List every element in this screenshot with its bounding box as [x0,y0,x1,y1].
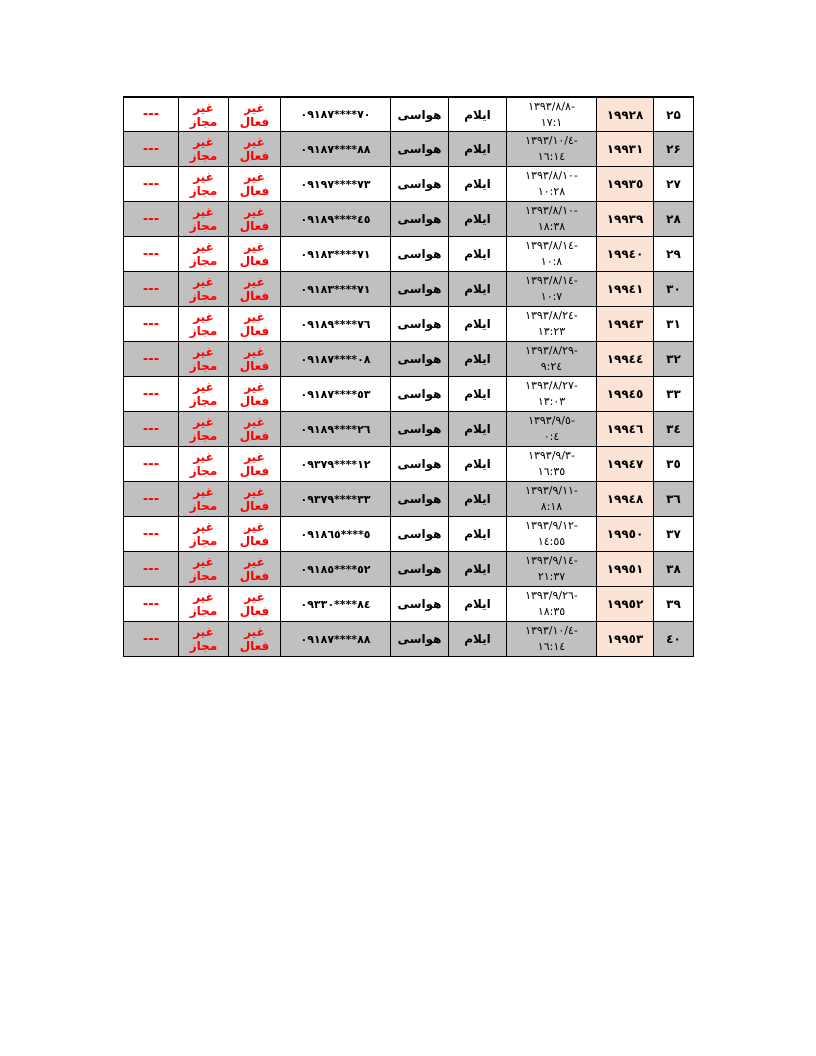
code-cell: ۱۹۹٤۸ [597,482,654,517]
auth-line: مجاز [189,324,218,338]
action-dash-cell: --- [124,97,179,132]
type-cell: هواسی [391,587,449,622]
code-cell: ۱۹۹٥۰ [597,517,654,552]
type-cell: هواسی [391,552,449,587]
code-cell: ۱۹۹٤۷ [597,447,654,482]
city-cell: ایلام [449,587,507,622]
status-cell [229,237,281,272]
date-line: ۱۰:۷ [540,290,563,303]
phone-cell: ۰۹۱۸٥****٥۲ [281,552,391,587]
row-number-cell: ٤۰ [654,622,694,657]
code-cell: ۱۹۹٤۱ [597,272,654,307]
type-cell: هواسی [391,622,449,657]
row-number-cell: ۳۱ [654,307,694,342]
row-number-cell: ۲۹ [654,237,694,272]
date-line: ۹:۲٤ [540,360,563,373]
status-line: غیر [244,485,265,499]
date-line: ۱۳۹۳/۸/۲۷- [525,379,578,392]
auth-line: غیر [193,310,214,324]
date-line: ۰:٤ [543,430,560,443]
status-line: غیر [244,310,265,324]
phone-cell: ۰۹۳۳۰****۸٤ [281,587,391,622]
action-dash-cell: --- [124,377,179,412]
auth-cell [179,622,229,657]
date-line: ۱۳۹۳/۹/۱۱- [525,484,578,497]
status-line: فعال [239,219,270,233]
city-cell: ایلام [449,552,507,587]
city-cell: ایلام [449,622,507,657]
status-line: فعال [239,534,270,548]
date-line: ۱۳۹۳/۸/۸- [528,99,575,113]
date-cell [507,97,597,132]
table-row [124,202,694,237]
status-line: غیر [244,100,265,115]
date-cell [507,412,597,447]
row-number-cell: ۲۷ [654,167,694,202]
city-cell: ایلام [449,447,507,482]
auth-line: مجاز [189,254,218,268]
date-line: ۱۳۹۳/۹/٥- [528,414,575,427]
table-row [124,272,694,307]
table-row [124,167,694,202]
code-cell: ۱۹۹٥۳ [597,622,654,657]
code-cell: ۱۹۹٤٥ [597,377,654,412]
action-dash-cell: --- [124,447,179,482]
phone-cell: ۰۹۱۸۹****٤٥ [281,202,391,237]
type-cell: هواسی [391,202,449,237]
row-number-cell: ۳۷ [654,517,694,552]
phone-cell: ۰۹۱۸۷****۰۸ [281,342,391,377]
status-cell [229,622,281,657]
date-line: ۱۳۹۳/۸/۱٤- [525,274,578,287]
date-cell [507,272,597,307]
auth-line: مجاز [189,114,218,129]
auth-cell [179,412,229,447]
auth-line: مجاز [189,569,218,583]
table-row [124,97,694,132]
city-cell: ایلام [449,167,507,202]
phone-cell: ۰۹۱۸۹****۷٦ [281,307,391,342]
status-line: غیر [244,345,265,359]
action-dash-cell: --- [124,342,179,377]
row-number-cell: ۳٥ [654,447,694,482]
phone-cell: ۰۹۳۷۹****۳۳ [281,482,391,517]
status-line: فعال [239,254,270,268]
type-cell: هواسی [391,377,449,412]
auth-cell [179,447,229,482]
table-row [124,237,694,272]
status-line: غیر [244,625,265,639]
table-row [124,412,694,447]
auth-line: غیر [193,205,214,219]
table-row [124,447,694,482]
date-line: ۱۸:۳٥ [537,605,566,618]
auth-line: مجاز [189,149,218,163]
status-line: فعال [239,569,270,583]
status-line: غیر [244,170,265,184]
auth-line: مجاز [189,429,218,443]
status-line: فعال [239,289,270,303]
auth-cell [179,517,229,552]
row-number-cell: ۲۸ [654,202,694,237]
code-cell: ۱۹۹۲۸ [597,97,654,132]
date-line: ۱٦:۳٥ [537,465,566,478]
city-cell: ایلام [449,97,507,132]
records-table [123,96,694,657]
date-line: ۱۳۹۳/۸/۱٤- [525,239,578,252]
auth-cell [179,342,229,377]
table-row [124,517,694,552]
status-cell [229,307,281,342]
date-line: ۱۳۹۳/۸/۲۹- [525,344,578,357]
date-cell [507,307,597,342]
phone-cell: ۰۹۱۸۳****۷۱ [281,272,391,307]
auth-line: غیر [193,450,214,464]
status-line: غیر [244,590,265,604]
row-number-cell: ۳٤ [654,412,694,447]
date-line: ۱۳۹۳/۹/۱٤- [525,554,578,567]
date-line: ۱۸:۳۸ [537,220,566,233]
date-cell [507,622,597,657]
date-line: ۱۳۹۳/۸/۱۰- [525,169,578,182]
status-line: فعال [239,359,270,373]
auth-line: مجاز [189,464,218,478]
auth-line: غیر [193,555,214,569]
auth-cell [179,132,229,167]
status-line: فعال [239,149,270,163]
table-row [124,342,694,377]
phone-cell: ۰۹۱۸٥****٦٥ [281,517,391,552]
auth-line: غیر [193,135,214,149]
table-row [124,622,694,657]
code-cell: ۱۹۹٤٦ [597,412,654,447]
phone-cell: ۰۹۱۸۷****۷۰ [281,97,391,132]
row-number-cell: ۲۵ [654,97,694,132]
status-cell [229,272,281,307]
phone-cell: ۰۹۱۸۳****۷۱ [281,237,391,272]
status-line: فعال [239,394,270,408]
row-number-cell: ۳۳ [654,377,694,412]
code-cell: ۱۹۹۳٥ [597,167,654,202]
auth-line: غیر [193,625,214,639]
auth-cell [179,552,229,587]
date-line: ۱۳۹۳/۹/۱۲- [525,519,578,532]
city-cell: ایلام [449,482,507,517]
table-row [124,552,694,587]
code-cell: ۱۹۹٤۰ [597,237,654,272]
city-cell: ایلام [449,307,507,342]
status-cell [229,167,281,202]
action-dash-cell: --- [124,272,179,307]
status-line: غیر [244,205,265,219]
type-cell: هواسی [391,237,449,272]
status-line: فعال [239,639,270,653]
status-cell [229,97,281,132]
date-cell [507,587,597,622]
auth-line: مجاز [189,289,218,303]
date-line: ۱۳۹۳/۱۰/٤- [525,134,578,147]
type-cell: هواسی [391,132,449,167]
date-line: ۱٦:۱٤ [537,640,566,653]
status-line: غیر [244,555,265,569]
status-line: فعال [239,464,270,478]
type-cell: هواسی [391,517,449,552]
date-line: ۱۰:۲۸ [537,185,566,198]
status-line: غیر [244,380,265,394]
date-line: ۱۰:۸ [540,255,563,268]
date-cell [507,132,597,167]
city-cell: ایلام [449,342,507,377]
row-number-cell: ۳۹ [654,587,694,622]
auth-cell [179,202,229,237]
action-dash-cell: --- [124,587,179,622]
table-row [124,377,694,412]
code-cell: ۱۹۹٥۱ [597,552,654,587]
action-dash-cell: --- [124,552,179,587]
type-cell: هواسی [391,412,449,447]
auth-line: مجاز [189,499,218,513]
auth-line: غیر [193,590,214,604]
auth-line: مجاز [189,534,218,548]
table-row [124,132,694,167]
date-line: ۱۷:۱ [540,115,563,129]
status-line: فعال [239,429,270,443]
date-line: ۱۳۹۳/۹/۲٦- [525,589,578,602]
type-cell: هواسی [391,272,449,307]
date-line: ۱۳۹۳/۹/۳- [528,449,575,462]
status-line: غیر [244,415,265,429]
date-cell [507,482,597,517]
auth-line: غیر [193,100,214,115]
date-line: ۱۳۹۳/۸/۲٤- [525,309,578,322]
auth-cell [179,167,229,202]
action-dash-cell: --- [124,307,179,342]
phone-cell: ۰۹۱۸۹****۲٦ [281,412,391,447]
phone-cell: ۰۹۱۹۷****۷۳ [281,167,391,202]
auth-line: غیر [193,240,214,254]
auth-cell [179,237,229,272]
date-cell [507,517,597,552]
city-cell: ایلام [449,377,507,412]
auth-line: مجاز [189,219,218,233]
date-cell [507,167,597,202]
auth-line: غیر [193,345,214,359]
table-row [124,482,694,517]
phone-cell: ۰۹۳۷۹****۱۲ [281,447,391,482]
auth-line: غیر [193,170,214,184]
auth-cell [179,377,229,412]
type-cell: هواسی [391,342,449,377]
table-row [124,587,694,622]
auth-line: مجاز [189,604,218,618]
status-cell [229,132,281,167]
phone-cell: ۰۹۱۸۷****۸۸ [281,132,391,167]
city-cell: ایلام [449,272,507,307]
type-cell: هواسی [391,167,449,202]
date-line: ۲۱:۳۷ [537,570,566,583]
date-cell [507,202,597,237]
status-line: غیر [244,135,265,149]
date-line: ۱۳۹۳/۱۰/٤- [525,624,578,637]
status-cell [229,377,281,412]
auth-line: مجاز [189,184,218,198]
auth-line: مجاز [189,359,218,373]
auth-cell [179,272,229,307]
action-dash-cell: --- [124,202,179,237]
code-cell: ۱۹۹٤٤ [597,342,654,377]
table-row [124,307,694,342]
status-line: فعال [239,499,270,513]
row-number-cell: ۳۰ [654,272,694,307]
auth-line: غیر [193,275,214,289]
status-cell [229,482,281,517]
status-line: غیر [244,450,265,464]
city-cell: ایلام [449,132,507,167]
city-cell: ایلام [449,237,507,272]
code-cell: ۱۹۹٤۳ [597,307,654,342]
status-cell [229,202,281,237]
city-cell: ایلام [449,517,507,552]
row-number-cell: ۳٦ [654,482,694,517]
status-cell [229,342,281,377]
date-line: ۱٤:٥٥ [537,535,566,548]
action-dash-cell: --- [124,412,179,447]
auth-cell [179,307,229,342]
row-number-cell: ۲۶ [654,132,694,167]
status-line: فعال [239,184,270,198]
status-cell [229,447,281,482]
row-number-cell: ۳۸ [654,552,694,587]
status-cell [229,517,281,552]
status-line: غیر [244,240,265,254]
auth-line: غیر [193,485,214,499]
code-cell: ۱۹۹۳۹ [597,202,654,237]
action-dash-cell: --- [124,167,179,202]
action-dash-cell: --- [124,132,179,167]
auth-cell [179,482,229,517]
auth-line: غیر [193,380,214,394]
date-line: ۱٦:۱٤ [537,150,566,163]
date-cell [507,377,597,412]
date-cell [507,342,597,377]
city-cell: ایلام [449,202,507,237]
auth-cell [179,587,229,622]
status-line: فعال [239,324,270,338]
code-cell: ۱۹۹٥۲ [597,587,654,622]
status-line: غیر [244,520,265,534]
type-cell: هواسی [391,307,449,342]
status-line: فعال [239,604,270,618]
action-dash-cell: --- [124,482,179,517]
auth-line: غیر [193,520,214,534]
date-cell [507,447,597,482]
date-cell [507,237,597,272]
status-line: غیر [244,275,265,289]
code-cell: ۱۹۹۳۱ [597,132,654,167]
action-dash-cell: --- [124,517,179,552]
status-cell [229,587,281,622]
type-cell: هواسی [391,97,449,132]
city-cell: ایلام [449,412,507,447]
type-cell: هواسی [391,482,449,517]
date-line: ۸:۱۸ [540,500,563,513]
date-line: ۱۳۹۳/۸/۱۰- [525,204,578,217]
action-dash-cell: --- [124,622,179,657]
phone-cell: ۰۹۱۸۷****٥۳ [281,377,391,412]
auth-line: مجاز [189,639,218,653]
status-cell [229,412,281,447]
auth-line: مجاز [189,394,218,408]
action-dash-cell: --- [124,237,179,272]
date-cell [507,552,597,587]
date-line: ۱۳:۲۳ [537,325,566,338]
type-cell: هواسی [391,447,449,482]
auth-line: غیر [193,415,214,429]
phone-cell: ۰۹۱۸۷****۸۸ [281,622,391,657]
status-line: فعال [239,114,270,129]
status-cell [229,552,281,587]
row-number-cell: ۳۲ [654,342,694,377]
date-line: ۱۳:۰۳ [537,395,566,408]
auth-cell [179,97,229,132]
